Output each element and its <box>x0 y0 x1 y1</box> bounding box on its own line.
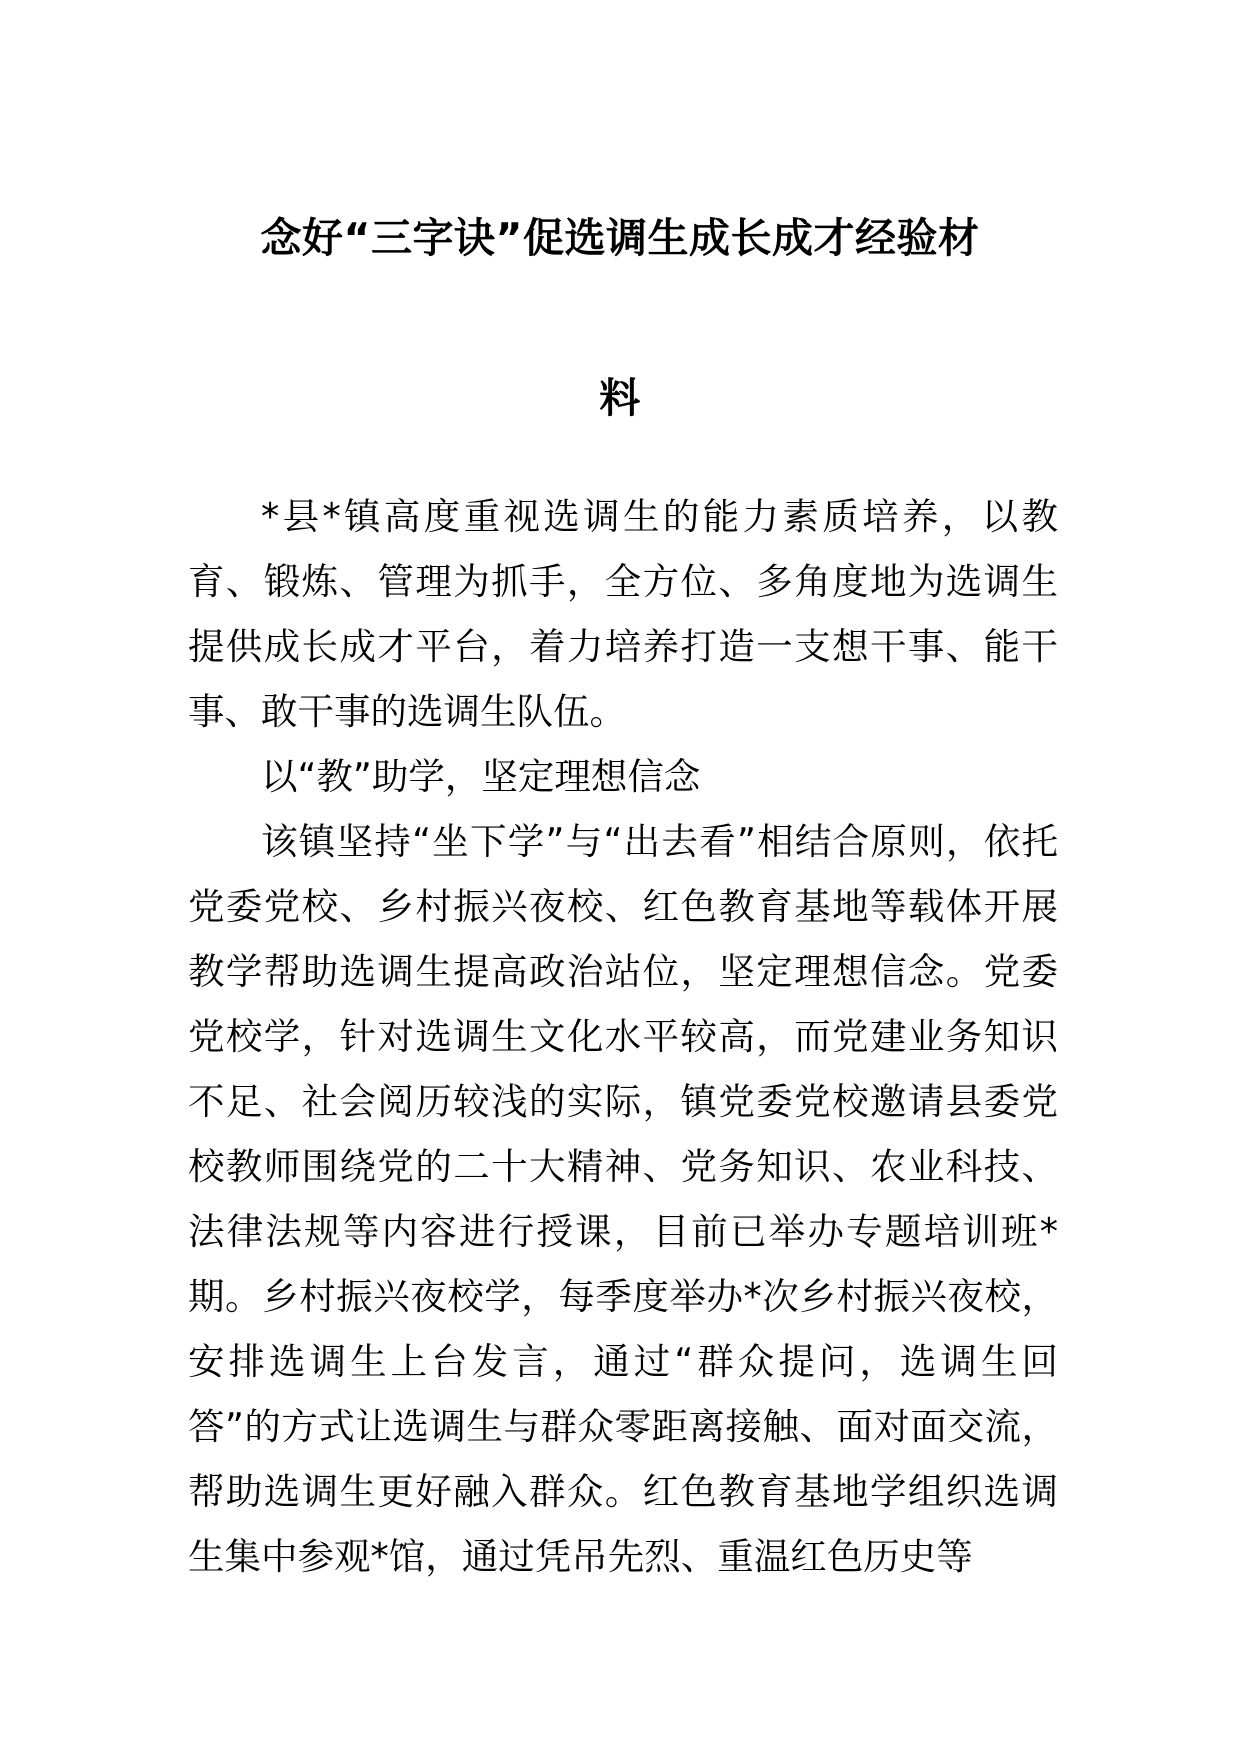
section-heading: 以“教”助学，坚定理想信念 <box>261 755 701 798</box>
document-title-line-1: 念好“三字诀”促选调生成长成才经验材 <box>260 214 980 262</box>
intro-paragraph: *县*镇高度重视选调生的能力素质培养，以教育、锻炼、管理为抓手，全方位、多角度地为选调生提供成长成才平台，着力培养打造一支想干事、能干事、敢干事的选调生队伍。 <box>188 495 1058 733</box>
body-paragraph: 该镇坚持“坐下学”与“出去看”相结合原则，依托党委党校、乡村振兴夜校、红色教育基地等载体开展教学帮助选调生提高政治站位，坚定理想信念。党委党校学，针对选调生文化水平较高，而党建业务知识不足、社会阅历较浅的实际，镇党委党校邀请县委党校教师围绕党的二十大精神、党务知识、农业科技、法律法规等内容进行授课，目前已举办专题培训班*期。乡村振兴夜校学，每季度举办*次乡村振兴夜校，安排选调生上台发言，通过“群众提问，选调生回答”的方式让选调生与群众零距离接触、面对面交流，帮助选调生更好融入群众。红色教育基地学组织选调生集中参观*馆，通过凭吊先烈、重温红色历史等 <box>188 820 1058 1578</box>
document-title-line-2: 料 <box>599 374 641 422</box>
document-body <box>188 484 1058 1589</box>
